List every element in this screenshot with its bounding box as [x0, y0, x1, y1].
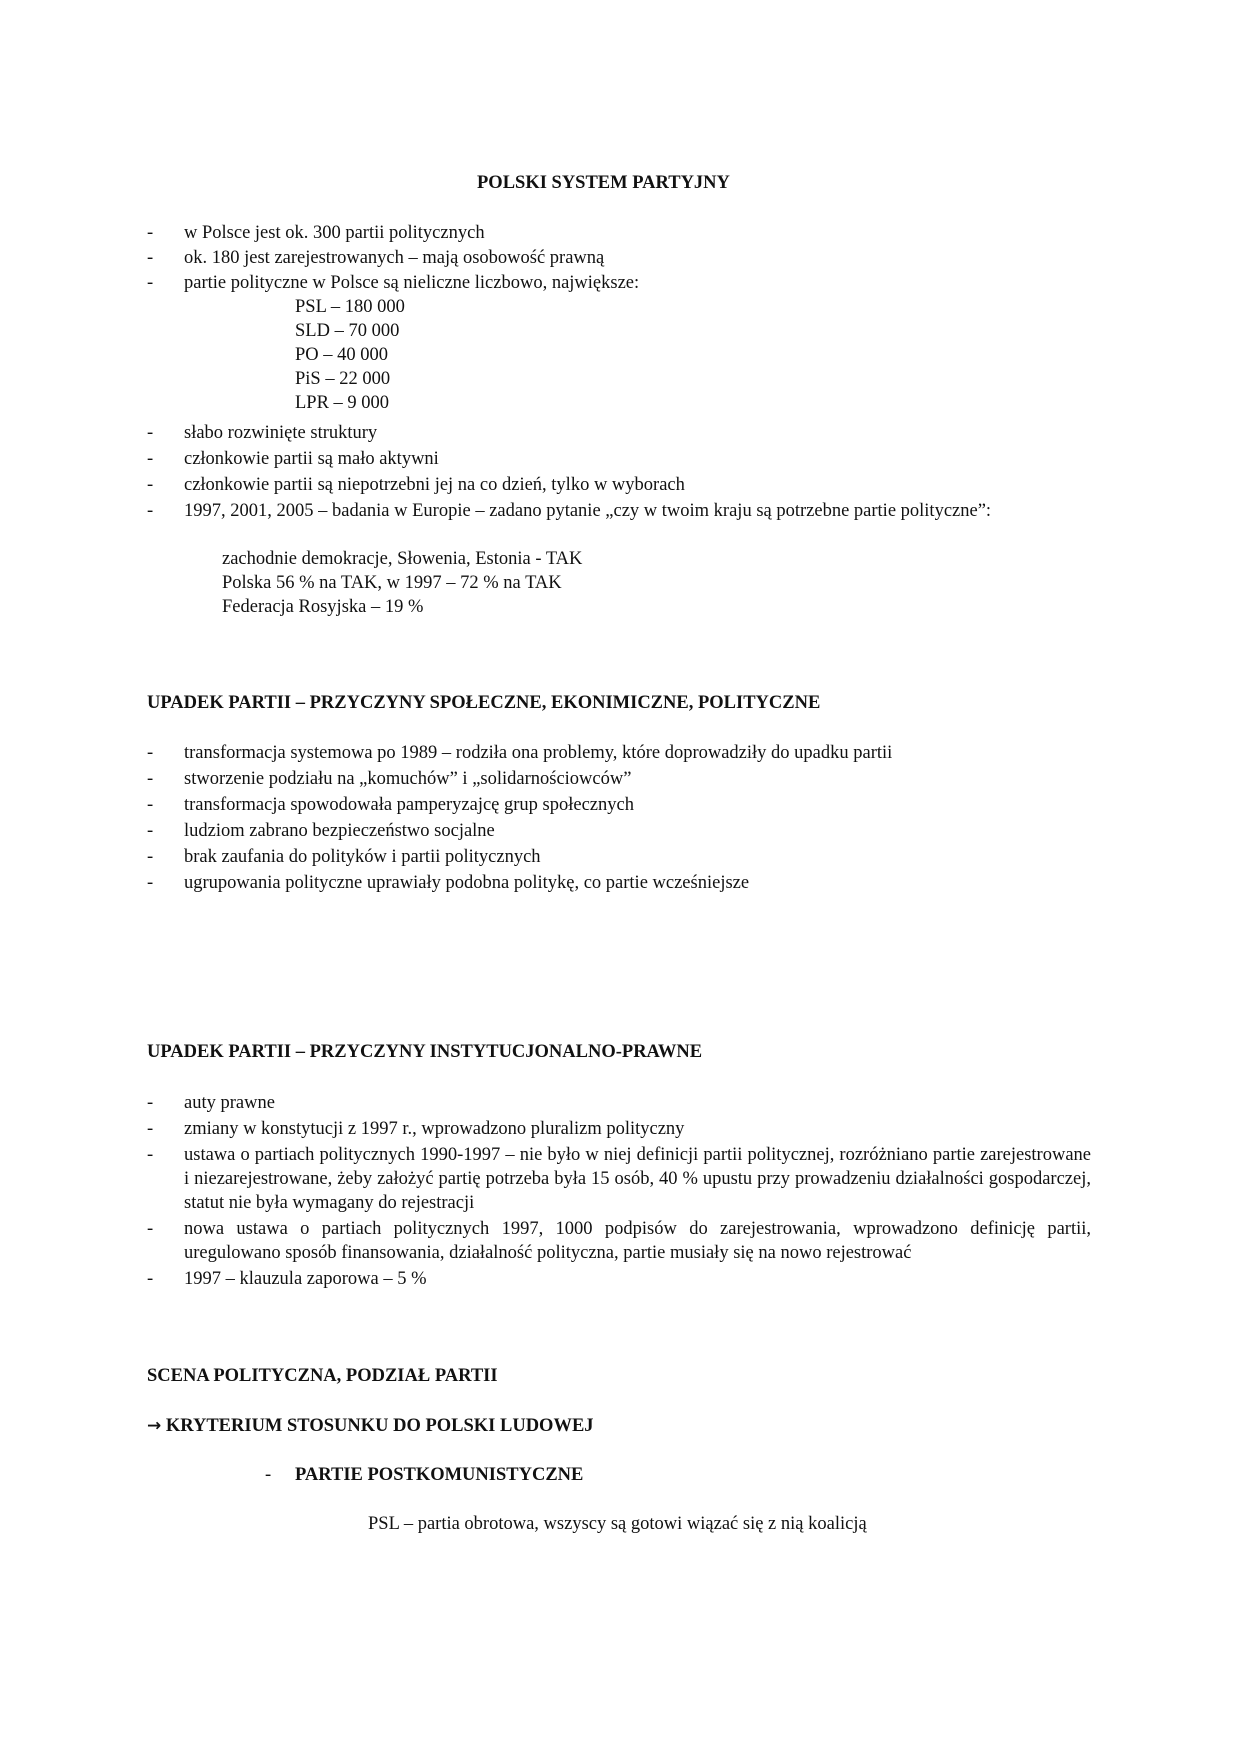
list-item: zmiany w konstytucji z 1997 r., wprowadzono pluralizm polityczny [184, 1119, 685, 1139]
arrow-right-icon: → [147, 1416, 162, 1436]
list-dash: - [147, 769, 154, 789]
criterion-text: KRYTERIUM STOSUNKU DO POLSKI LUDOWEJ [165, 1416, 594, 1436]
party-size: PiS – 22 000 [295, 369, 391, 389]
list-item: transformacja spowodowała pamperyzajcę grup społecznych [184, 795, 634, 815]
section-heading: SCENA POLITYCZNA, PODZIAŁ PARTII [147, 1366, 498, 1386]
list-item: członkowie partii są mało aktywni [184, 449, 439, 469]
list-dash: - [147, 1219, 154, 1239]
section-heading: UPADEK PARTII – PRZYCZYNY SPOŁECZNE, EKONIMICZNE, POLITYCZNE [147, 693, 821, 713]
list-item: partie polityczne w Polsce są nieliczne liczbowo, największe: [184, 273, 640, 293]
criterion-line [147, 1414, 594, 1438]
list-dash: - [147, 273, 154, 293]
list-item: stworzenie podziału na „komuchów” i „solidarnościowców” [184, 769, 632, 789]
list-item: transformacja systemowa po 1989 – rodziła ona problemy, które doprowadziły do upadku partii [184, 743, 893, 763]
party-size: SLD – 70 000 [295, 321, 400, 341]
party-size: LPR – 9 000 [295, 393, 390, 413]
list-item: członkowie partii są niepotrzebni jej na co dzień, tylko w wyborach [184, 475, 685, 495]
list-dash: - [147, 795, 154, 815]
list-item: auty prawne [184, 1093, 275, 1113]
list-dash: - [265, 1465, 272, 1485]
list-dash: - [147, 1269, 154, 1289]
list-item: ok. 180 jest zarejestrowanych – mają osobowość prawną [184, 248, 605, 268]
list-item: 1997 – klauzula zaporowa – 5 % [184, 1269, 427, 1289]
list-item: brak zaufania do polityków i partii politycznych [184, 847, 541, 867]
list-dash: - [147, 423, 154, 443]
psl-note: PSL – partia obrotowa, wszyscy są gotowi wiązać się z nią koalicją [368, 1514, 867, 1534]
list-item-survey: 1997, 2001, 2005 – badania w Europie – zadano pytanie „czy w twoim kraju są potrzebne partie polityczne”: [184, 501, 992, 521]
list-dash: - [147, 847, 154, 867]
list-dash: - [147, 821, 154, 841]
list-item: ludziom zabrano bezpieczeństwo socjalne [184, 821, 495, 841]
list-item: ugrupowania polityczne uprawiały podobna politykę, co partie wcześniejsze [184, 873, 750, 893]
subheading: PARTIE POSTKOMUNISTYCZNE [295, 1465, 584, 1485]
list-dash: - [147, 743, 154, 763]
list-item: w Polsce jest ok. 300 partii politycznych [184, 223, 485, 243]
list-dash: - [147, 1093, 154, 1113]
list-item-law-1997: nowa ustawa o partiach politycznych 1997, 1000 podpisów do zarejestrowania, wprowadzono definicję partii, uregulowano sposób finansowania, działalność polityczna, partie musiały się na nowo rejestrować [184, 1219, 1091, 1263]
list-dash: - [147, 475, 154, 495]
list-dash: - [147, 873, 154, 893]
survey-result: Polska 56 % na TAK, w 1997 – 72 % na TAK [222, 573, 562, 593]
list-dash: - [147, 501, 154, 521]
survey-result: Federacja Rosyjska – 19 % [222, 597, 424, 617]
list-dash: - [147, 223, 154, 243]
list-dash: - [147, 1119, 154, 1139]
party-size: PO – 40 000 [295, 345, 389, 365]
section-heading: UPADEK PARTII – PRZYCZYNY INSTYTUCJONALNO-PRAWNE [147, 1042, 703, 1062]
list-item: słabo rozwinięte struktury [184, 423, 378, 443]
party-size: PSL – 180 000 [295, 297, 405, 317]
list-item-law-1990: ustawa o partiach politycznych 1990-1997 – nie było w niej definicji partii politycznej, rozróżniano partie zarejestrowane i niezarejestrowane, żeby założyć partię potrzeba była 15 osób, 40 % upustu przy prowadzeniu działalności gospodarczej, statut nie była wymagany do rejestracji [184, 1145, 1091, 1213]
survey-result: zachodnie demokracje, Słowenia, Estonia - TAK [222, 549, 583, 569]
list-dash: - [147, 449, 154, 469]
page-title: POLSKI SYSTEM PARTYJNY [477, 173, 730, 193]
list-dash: - [147, 248, 154, 268]
list-dash: - [147, 1145, 154, 1165]
